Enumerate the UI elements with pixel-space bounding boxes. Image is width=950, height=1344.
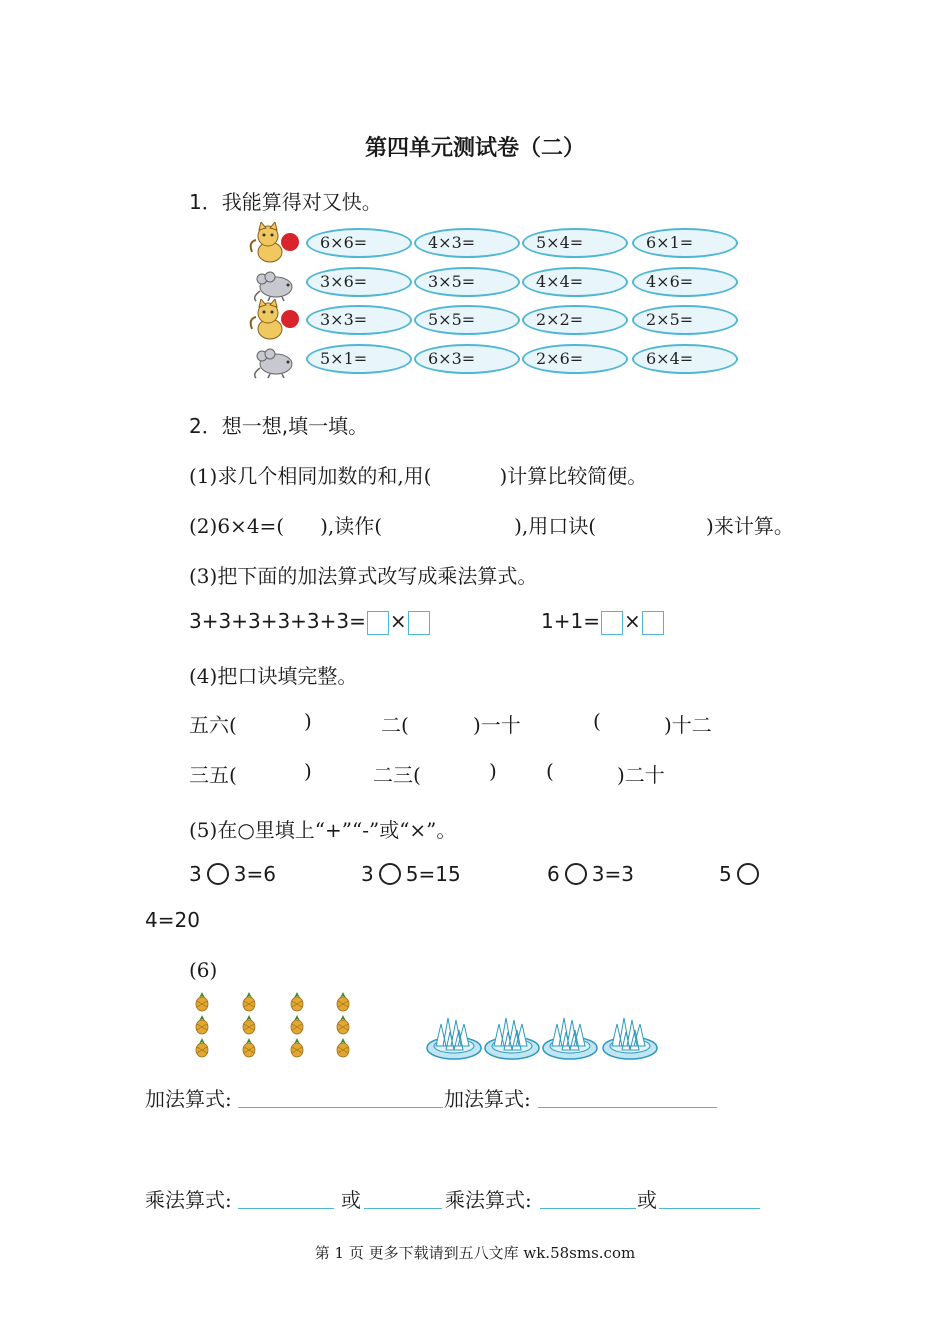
times-sign: × bbox=[389, 609, 407, 633]
q2-part4: (4)把口诀填完整。 bbox=[189, 664, 358, 688]
q2-part3-eq1 bbox=[189, 609, 431, 635]
rhyme-2c: 二三( bbox=[373, 763, 421, 787]
q2-part2-d: )来计算。 bbox=[706, 514, 794, 538]
q2-part2-a: (2)6×4=( bbox=[189, 514, 285, 538]
op-circle[interactable] bbox=[565, 863, 587, 885]
answer-box[interactable] bbox=[642, 611, 664, 635]
mouse-icon bbox=[248, 338, 302, 384]
rhyme-2a: 三五( bbox=[189, 763, 237, 787]
q2-part1 bbox=[189, 460, 647, 489]
eq1-text: 3+3+3+3+3+3= bbox=[189, 609, 366, 633]
multiplication-problem: 4×6= bbox=[632, 267, 738, 297]
multiplication-problem: 5×5= bbox=[414, 305, 520, 335]
rhyme-1b: ) bbox=[304, 709, 312, 733]
mul-label-1: 乘法算式: bbox=[145, 1188, 232, 1212]
multiplication-problem: 5×1= bbox=[306, 344, 412, 374]
multiplication-problem: 4×4= bbox=[522, 267, 628, 297]
times-sign: × bbox=[623, 609, 641, 633]
op-left: 6 bbox=[547, 862, 560, 886]
op-left: 3 bbox=[189, 862, 202, 886]
q2-part3-eq2 bbox=[541, 609, 665, 635]
plates-picture bbox=[426, 1008, 662, 1063]
op-left: 3 bbox=[361, 862, 374, 886]
q2-part2 bbox=[189, 510, 794, 539]
op-item-1 bbox=[189, 862, 276, 887]
op-circle[interactable] bbox=[379, 863, 401, 885]
answer-line[interactable] bbox=[659, 1208, 760, 1209]
q2-part1-b: )计算比较简便。 bbox=[499, 464, 648, 488]
plate-2 bbox=[485, 1018, 539, 1059]
q2-part2-c: ),用口诀( bbox=[514, 514, 597, 538]
multiplication-problem: 2×2= bbox=[522, 305, 628, 335]
rhyme-1a: 五六( bbox=[189, 713, 237, 737]
op-item-3 bbox=[547, 862, 634, 887]
answer-line[interactable] bbox=[238, 1107, 443, 1108]
multiplication-problem: 6×3= bbox=[414, 344, 520, 374]
plate-3 bbox=[543, 1018, 597, 1059]
op-item-2 bbox=[361, 862, 461, 887]
eq2-text: 1+1= bbox=[541, 609, 600, 633]
multiplication-problem: 6×1= bbox=[632, 228, 738, 258]
rhyme-1c: 二( bbox=[381, 713, 409, 737]
rhyme-2b: ) bbox=[304, 759, 312, 783]
op-item-4 bbox=[719, 862, 764, 887]
multiplication-problem: 3×5= bbox=[414, 267, 520, 297]
multiplication-problem: 2×5= bbox=[632, 305, 738, 335]
op-right: 5=15 bbox=[405, 862, 461, 886]
multiplication-problem: 2×6= bbox=[522, 344, 628, 374]
answer-line[interactable] bbox=[540, 1208, 636, 1209]
q2-part5: (5)在○里填上“+”“-”或“×”。 bbox=[189, 818, 457, 842]
rhyme-2e: ( bbox=[546, 759, 554, 783]
answer-box[interactable] bbox=[367, 611, 389, 635]
op-right: 3=3 bbox=[591, 862, 634, 886]
mul-label-2: 乘法算式: bbox=[445, 1188, 532, 1212]
q2-part3: (3)把下面的加法算式改写成乘法算式。 bbox=[189, 564, 538, 588]
op-circle[interactable] bbox=[737, 863, 759, 885]
answer-line[interactable] bbox=[538, 1107, 717, 1108]
answer-box[interactable] bbox=[408, 611, 430, 635]
rhyme-1f: )十二 bbox=[664, 713, 712, 737]
pineapples-picture bbox=[190, 992, 360, 1062]
or-1: 或 bbox=[341, 1188, 361, 1212]
rhyme-2d: ) bbox=[489, 759, 497, 783]
pineapple-col-4 bbox=[337, 992, 349, 1057]
plate-4 bbox=[603, 1018, 657, 1059]
rhyme-1d: )一十 bbox=[473, 713, 521, 737]
page-title: 第四单元测试卷（二） bbox=[364, 135, 585, 161]
op-circle[interactable] bbox=[207, 863, 229, 885]
footer: 第 1 页 更多下载请到五八文库 wk.58sms.com bbox=[314, 1244, 636, 1262]
or-2: 或 bbox=[637, 1188, 657, 1212]
op-left: 5 bbox=[719, 862, 732, 886]
multiplication-problem: 3×6= bbox=[306, 267, 412, 297]
q2-part2-b: ),读作( bbox=[320, 514, 383, 538]
multiplication-problem: 4×3= bbox=[414, 228, 520, 258]
multiplication-problem: 5×4= bbox=[522, 228, 628, 258]
rhyme-2f: )二十 bbox=[617, 763, 665, 787]
multiplication-problem: 6×6= bbox=[306, 228, 412, 258]
q2-part1-a: (1)求几个相同加数的和,用( bbox=[189, 464, 432, 488]
pineapple-col-1 bbox=[196, 992, 208, 1057]
q2-part6: (6) bbox=[189, 958, 218, 982]
answer-line[interactable] bbox=[238, 1208, 334, 1209]
answer-box[interactable] bbox=[601, 611, 623, 635]
q1-heading: 1．我能算得对又快。 bbox=[189, 190, 382, 214]
pineapple-col-2 bbox=[243, 992, 255, 1057]
add-label-1: 加法算式: bbox=[145, 1087, 232, 1111]
rhyme-1e: ( bbox=[593, 709, 601, 733]
multiplication-problem: 6×4= bbox=[632, 344, 738, 374]
plate-1 bbox=[427, 1018, 481, 1059]
op-item-4-tail: 4=20 bbox=[145, 908, 200, 932]
answer-line[interactable] bbox=[364, 1208, 442, 1209]
pineapple-col-3 bbox=[291, 992, 303, 1057]
q2-heading: 2．想一想,填一填。 bbox=[189, 414, 369, 438]
op-right: 3=6 bbox=[233, 862, 276, 886]
add-label-2: 加法算式: bbox=[444, 1087, 531, 1111]
multiplication-problem: 3×3= bbox=[306, 305, 412, 335]
